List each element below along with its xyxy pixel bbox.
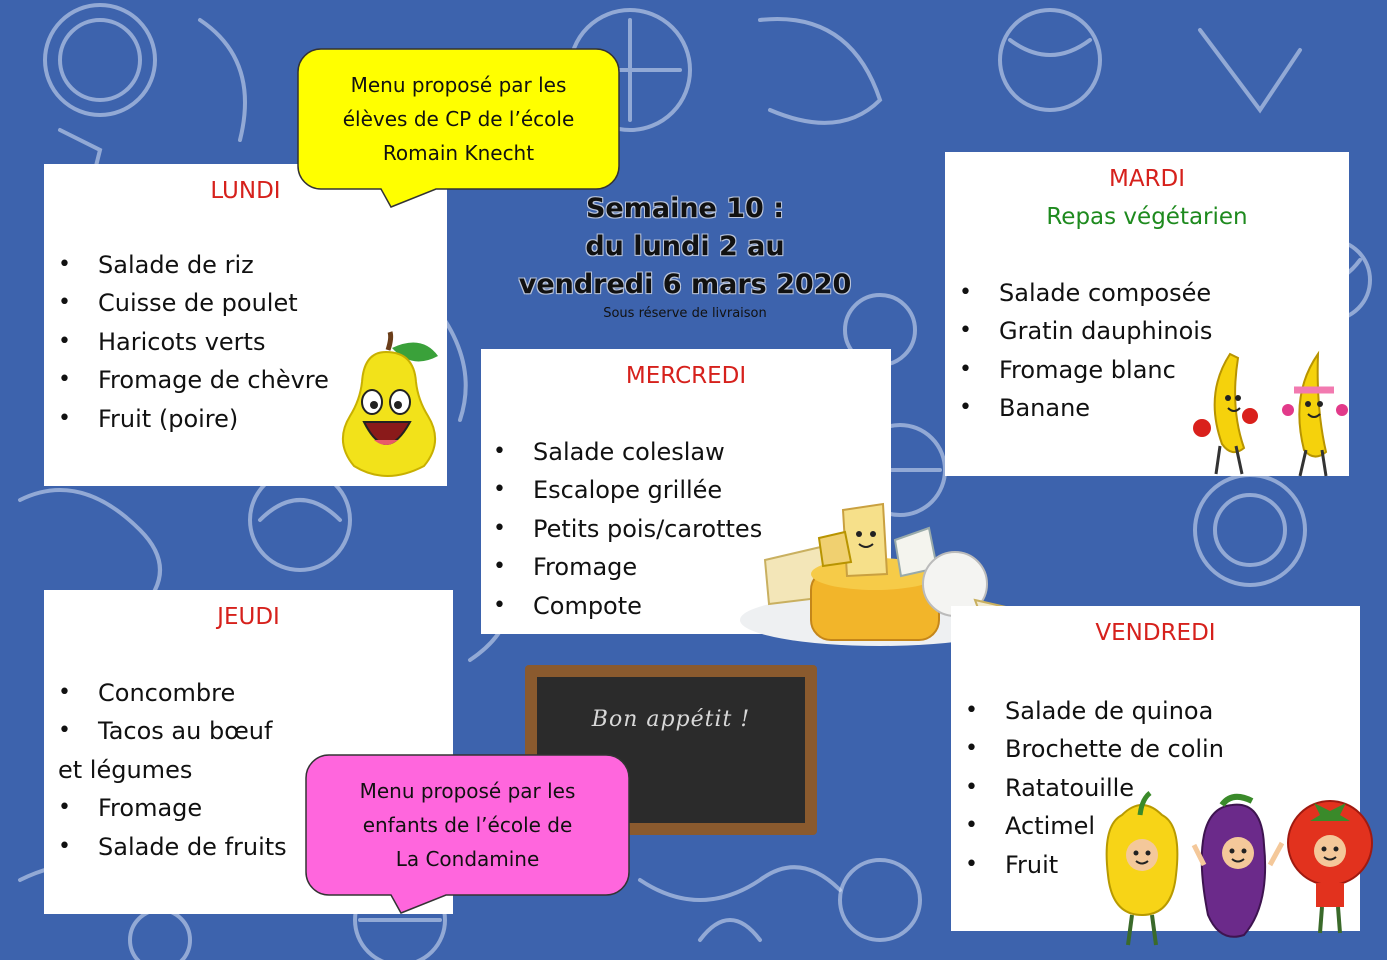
- page-title: [470, 190, 900, 304]
- list-item: • Brochette de colin: [965, 735, 1224, 764]
- callout-top-line-1: Menu proposé par les: [350, 73, 567, 97]
- pepper-icon: [1107, 793, 1178, 945]
- menu-list-mercredi: [493, 433, 762, 625]
- list-item: • Salade coleslaw: [493, 438, 725, 466]
- banana-icon: [1190, 350, 1350, 480]
- callout-top-line-3: Romain Knecht: [382, 141, 535, 165]
- vegetarian-label: Repas végétarien: [1046, 204, 1248, 230]
- day-title-jeudi: JEUDI: [217, 604, 280, 630]
- day-title-lundi: LUNDI: [210, 178, 281, 204]
- list-item: • Banane: [959, 394, 1091, 423]
- title-line-3: vendredi 6 mars 2020: [518, 269, 852, 300]
- list-item: • Actimel: [965, 812, 1096, 841]
- list-item: • Compote: [493, 591, 642, 620]
- title-line-2: du lundi 2 au: [585, 231, 785, 262]
- list-item: • Fromage blanc: [959, 355, 1176, 384]
- list-item: • Salade de riz: [58, 251, 254, 279]
- day-title-mardi: MARDI: [1108, 166, 1186, 192]
- list-item: et légumes: [58, 755, 193, 784]
- callout-bottom-line-2: enfants de l’école de: [362, 813, 573, 837]
- list-item: • Haricots verts: [58, 327, 266, 356]
- list-item: • Cuisse de poulet: [58, 289, 298, 318]
- callout-bottom: [305, 754, 630, 896]
- list-item: • Fruit (poire): [58, 404, 239, 433]
- list-item: • Fromage: [58, 794, 203, 823]
- list-item: • Concombre: [58, 679, 236, 707]
- menu-list-mardi: [959, 274, 1212, 428]
- list-item: • Gratin dauphinois: [959, 317, 1213, 346]
- callout-bottom-line-1: Menu proposé par les: [359, 779, 576, 803]
- callout-top-line-2: élèves de CP de l’école: [342, 107, 575, 131]
- list-item: • Salade de fruits: [58, 832, 287, 861]
- delivery-note: Sous réserve de livraison: [603, 306, 767, 321]
- list-item: • Petits pois/carottes: [493, 514, 763, 543]
- list-item: • Salade composée: [959, 279, 1212, 307]
- callout-bottom-line-3: La Condamine: [395, 847, 540, 871]
- list-item: • Fruit: [965, 850, 1059, 879]
- menu-list-lundi: [58, 246, 329, 438]
- tomato-icon: [1288, 801, 1372, 933]
- list-item: • Escalope grillée: [493, 476, 723, 505]
- menu-list-jeudi: [58, 674, 287, 866]
- chalkboard-text: Bon appétit !: [591, 707, 751, 732]
- pear-icon: [330, 330, 442, 482]
- callout-top: [297, 48, 620, 190]
- day-title-mercredi: MERCREDI: [625, 363, 747, 389]
- list-item: • Tacos au bœuf: [58, 717, 273, 746]
- list-item: • Salade de quinoa: [965, 697, 1214, 725]
- eggplant-icon: [1194, 797, 1282, 937]
- vegetable-kids-illustration: [1092, 785, 1382, 950]
- title-line-1: Semaine 10 :: [585, 193, 785, 224]
- list-item: • Ratatouille: [965, 773, 1135, 802]
- list-item: • Fromage de chèvre: [58, 366, 329, 395]
- list-item: • Fromage: [493, 553, 638, 582]
- day-title-vendredi: VENDREDI: [1095, 620, 1216, 646]
